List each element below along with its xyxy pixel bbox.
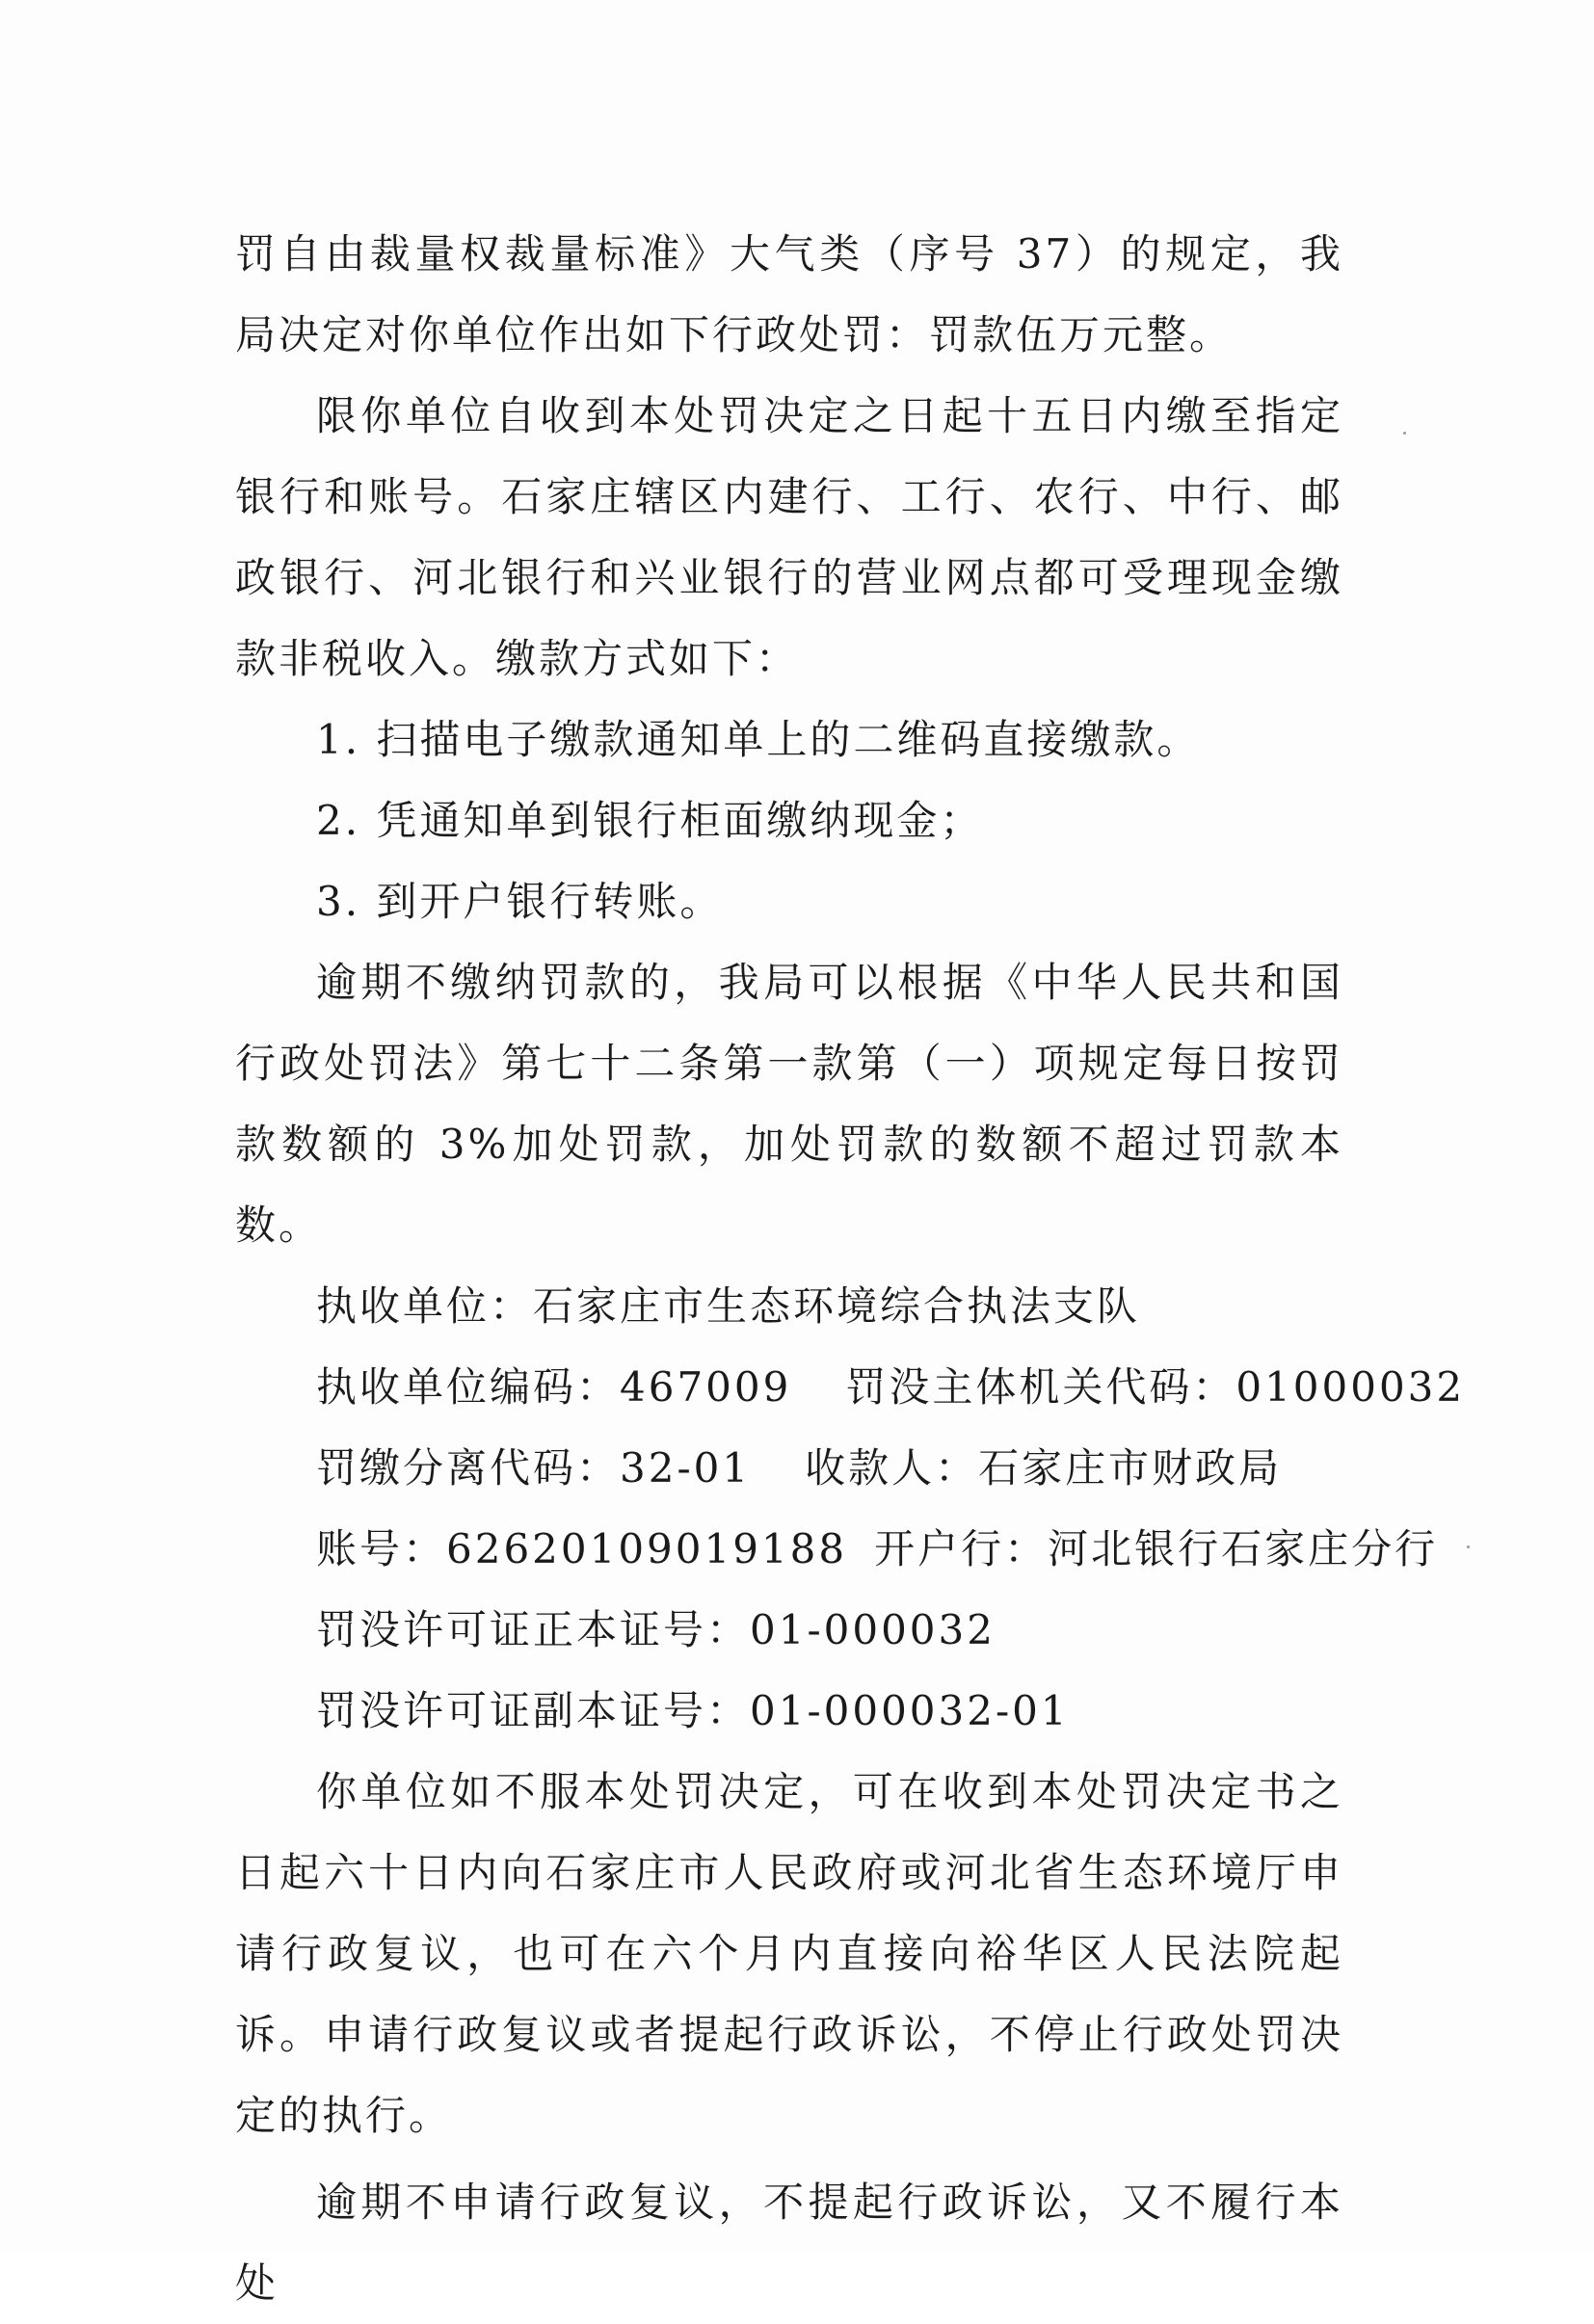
bank-name: 开户行：河北银行石家庄分行 [874, 1525, 1439, 1572]
collecting-unit: 执收单位：石家庄市生态环境综合执法支队 [316, 1282, 1141, 1330]
authority-code: 罚没主体机关代码：01000032 [845, 1363, 1466, 1411]
license-original: 罚没许可证正本证号：01-000032 [316, 1606, 996, 1653]
separation-code: 罚缴分离代码：32-01 [316, 1444, 752, 1492]
payment-deadline-paragraph: 限你单位自收到本处罚决定之日起十五日内缴至指定银行和账号。石家庄辖区内建行、工行、农行、中行、邮政银行、河北银行和兴业银行的营业网点都可受理现金缴款非税收入。缴款方式如下： [235, 392, 1343, 682]
account-line [235, 1509, 1439, 1590]
unit-code: 执收单位编码：467009 [316, 1363, 792, 1411]
license-copy-line [235, 1671, 1343, 1752]
unit-code-line [235, 1347, 1466, 1428]
scan-speck [1467, 1545, 1470, 1548]
payment-method-item-1: 1. 扫描电子缴款通知单上的二维码直接缴款。 [316, 716, 1201, 763]
license-original-line [235, 1590, 1343, 1671]
separation-code-line [235, 1428, 1343, 1509]
account-number: 账号：62620109019188 [316, 1525, 848, 1572]
payment-method-item-2: 2. 凭通知单到银行柜面缴纳现金； [316, 797, 984, 844]
appeal-rights-paragraph: 你单位如不服本处罚决定，可在收到本处罚决定书之日起六十日内向石家庄市人民政府或河北省生态环境厅申请行政复议，也可在六个月内直接向裕华区人民法院起诉。申请行政复议或者提起行政诉讼，不停止行政处罚决定的执行。 [235, 1768, 1343, 2139]
non-compliance-paragraph: 逾期不申请行政复议，不提起行政诉讼，又不履行本处 [235, 2179, 1343, 2307]
late-payment-paragraph: 逾期不缴纳罚款的，我局可以根据《中华人民共和国行政处罚法》第七十二条第一款第（一）项规定每日按罚款数额的 3%加处罚款，加处罚款的数额不超过罚款本数。 [235, 959, 1343, 1249]
document-body [235, 214, 1466, 2324]
collecting-unit-line [235, 1266, 1343, 1347]
payee: 收款人：石家庄市财政局 [805, 1444, 1283, 1492]
payment-method-item-3: 3. 到开户银行转账。 [316, 878, 724, 925]
license-copy: 罚没许可证副本证号：01-000032-01 [316, 1687, 1070, 1734]
scan-speck [1403, 432, 1406, 435]
penalty-decision-paragraph: 罚自由裁量权裁量标准》大气类（序号 37）的规定，我局决定对你单位作出如下行政处罚：罚款伍万元整。 [235, 230, 1343, 358]
